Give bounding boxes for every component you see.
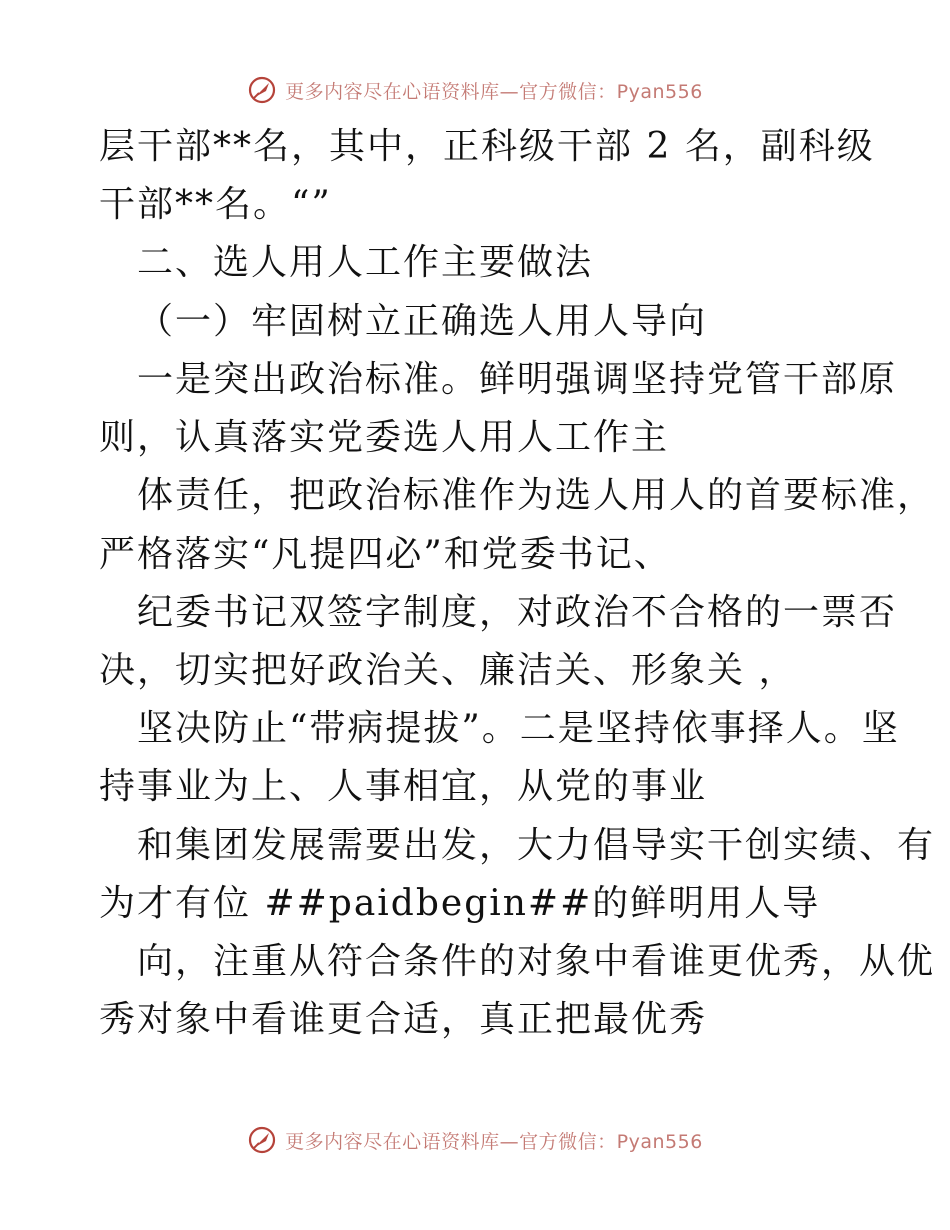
text-line: 和集团发展需要出发，大力倡导实干创实绩、有: [137, 825, 936, 866]
subsection-heading: （一）牢固树立正确选人用人导向: [137, 301, 708, 342]
text-line: 严格落实“凡提四必”和党委书记、: [99, 534, 672, 575]
footer-banner-text: 更多内容尽在心语资料库—官方微信：Pyan556: [285, 1130, 703, 1153]
text-line: 干部**名。“”: [99, 184, 332, 225]
section-heading: 二、选人用人工作主要做法: [137, 242, 594, 283]
quill-logo-icon: [247, 75, 277, 105]
text-line: 层干部**名，其中，正科级干部 2 名，副科级: [99, 126, 875, 167]
text-line: 决，切实把好政治关、廉洁关、形象关 ，: [99, 650, 797, 691]
header-banner-text: 更多内容尽在心语资料库—官方微信：Pyan556: [285, 80, 703, 103]
footer-banner: [0, 1122, 950, 1158]
text-line: 体责任，把政治标准作为选人用人的首要标准，: [137, 475, 936, 516]
text-line: 持事业为上、人事相宜，从党的事业: [99, 766, 708, 807]
text-line: 为才有位 ##paidbegin##的鲜明用人导: [99, 883, 821, 924]
text-line: 一是突出政治标准。鲜明强调坚持党管干部原: [137, 359, 898, 400]
header-banner: [0, 72, 950, 108]
quill-logo-icon: [247, 1125, 277, 1155]
text-line: 纪委书记双签字制度，对政治不合格的一票否: [137, 592, 898, 633]
text-line: 则，认真落实党委选人用人工作主: [99, 417, 670, 458]
text-line: 向，注重从符合条件的对象中看谁更优秀，从优: [137, 941, 936, 982]
text-line: 秀对象中看谁更合适，真正把最优秀: [99, 999, 708, 1040]
text-line: 坚决防止“带病提拔”。二是坚持依事择人。坚: [137, 708, 900, 749]
